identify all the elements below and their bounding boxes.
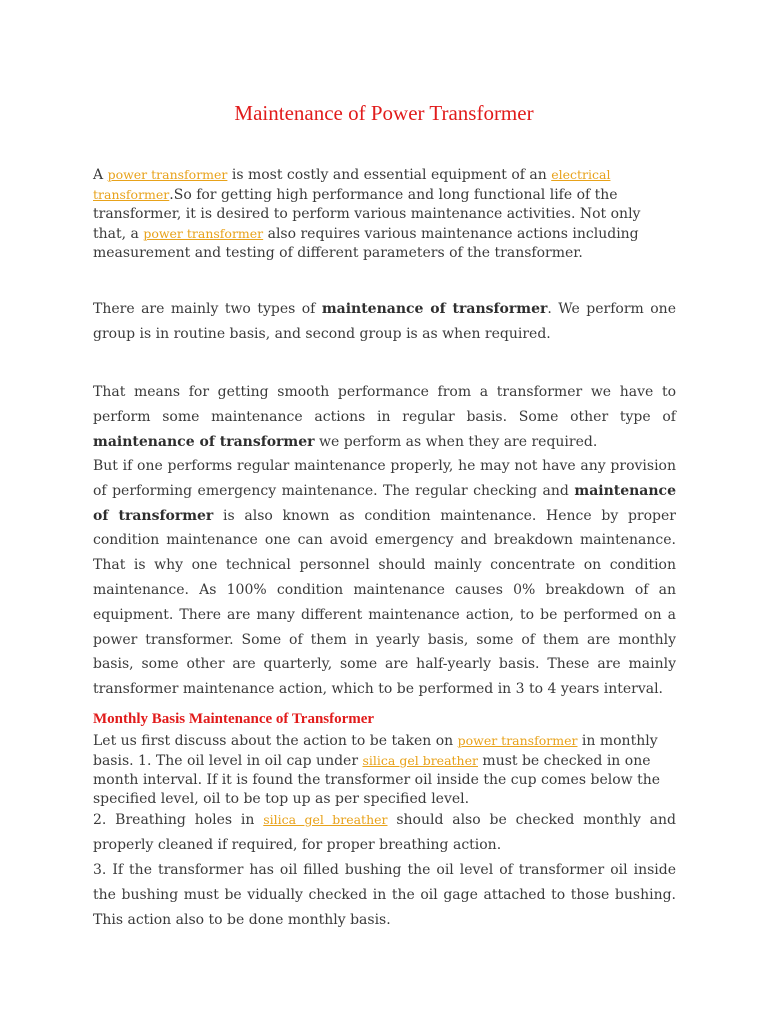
power-transformer-link[interactable]: power transformer <box>143 226 264 241</box>
text: 2. Breathing holes in <box>93 812 264 828</box>
intro-paragraph <box>93 165 676 263</box>
text: is also known as condition maintenance. Hence by proper condition maintenance one can avoid emergency and breakdown maintenance. That is why one technical personnel should mainly concentrate on condition maintenance. As 100% condition maintenance causes 0% breakdown of an equipment. There are many different maintenance action, to be performed on a power transformer. Some of them in yearly basis, some of them are monthly basis, some other are quarterly, some are half-yearly basis. These are mainly transformer maintenance action, which to be performed in 3 to 4 years interval. <box>93 507 676 698</box>
text: is most costly and essential equipment of an <box>227 167 552 183</box>
monthly-intro-paragraph <box>93 731 676 809</box>
section-heading: Monthly Basis Maintenance of Transformer <box>93 711 375 727</box>
silica-gel-breather-link[interactable]: silica gel breather <box>263 812 388 827</box>
text: we perform as when they are required. <box>314 433 598 450</box>
regular-basis-paragraph <box>93 380 676 454</box>
types-paragraph <box>93 297 676 347</box>
text: A <box>93 167 108 183</box>
bold-term: maintenance of transformer <box>93 482 676 524</box>
text: . We perform one group is in routine basis, and second group is as when required. <box>93 301 676 342</box>
power-transformer-link[interactable]: power transformer <box>457 733 578 748</box>
condition-maintenance-paragraph <box>93 454 676 702</box>
bushing-paragraph <box>93 858 676 932</box>
text: There are mainly two types of <box>93 301 322 317</box>
text: also requires various maintenance actions including measurement and testing of different parameters of the transformer. <box>93 226 639 261</box>
power-transformer-link[interactable]: power transformer <box>107 167 228 182</box>
silica-gel-breather-link[interactable]: silica gel breather <box>362 753 478 768</box>
electrical-transformer-link[interactable]: electrical transformer <box>93 167 611 202</box>
bold-term: maintenance of transformer <box>321 301 548 317</box>
text: Let us first discuss about the action to be taken on <box>93 733 458 749</box>
page-title: Maintenance of Power Transformer <box>234 101 534 125</box>
text: in monthly basis. 1. The oil level in oil cap under <box>93 733 658 769</box>
text: must be checked in one month interval. If it is found the transformer oil inside the cup comes below the specified level, oil to be top up as per specified level. <box>93 753 660 807</box>
breathing-holes-paragraph <box>93 808 676 858</box>
text: That means for getting smooth performance from a transformer we have to perform some maintenance actions in regular basis. Some other type of <box>93 384 676 425</box>
text: should also be checked monthly and properly cleaned if required, for proper breathing action. <box>93 812 677 853</box>
text: .So for getting high performance and long functional life of the transformer, it is desired to perform various maintenance activities. Not only that, a <box>93 187 641 242</box>
bold-term: maintenance of transformer <box>93 433 315 450</box>
text: 3. If the transformer has oil filled bushing the oil level of transformer oil inside the bushing must be vidually checked in the oil gage attached to those bushing. This action also to be done monthly basis. <box>93 862 676 928</box>
text: But if one performs regular maintenance properly, he may not have any provision of performing emergency maintenance. The regular checking and <box>93 458 676 499</box>
